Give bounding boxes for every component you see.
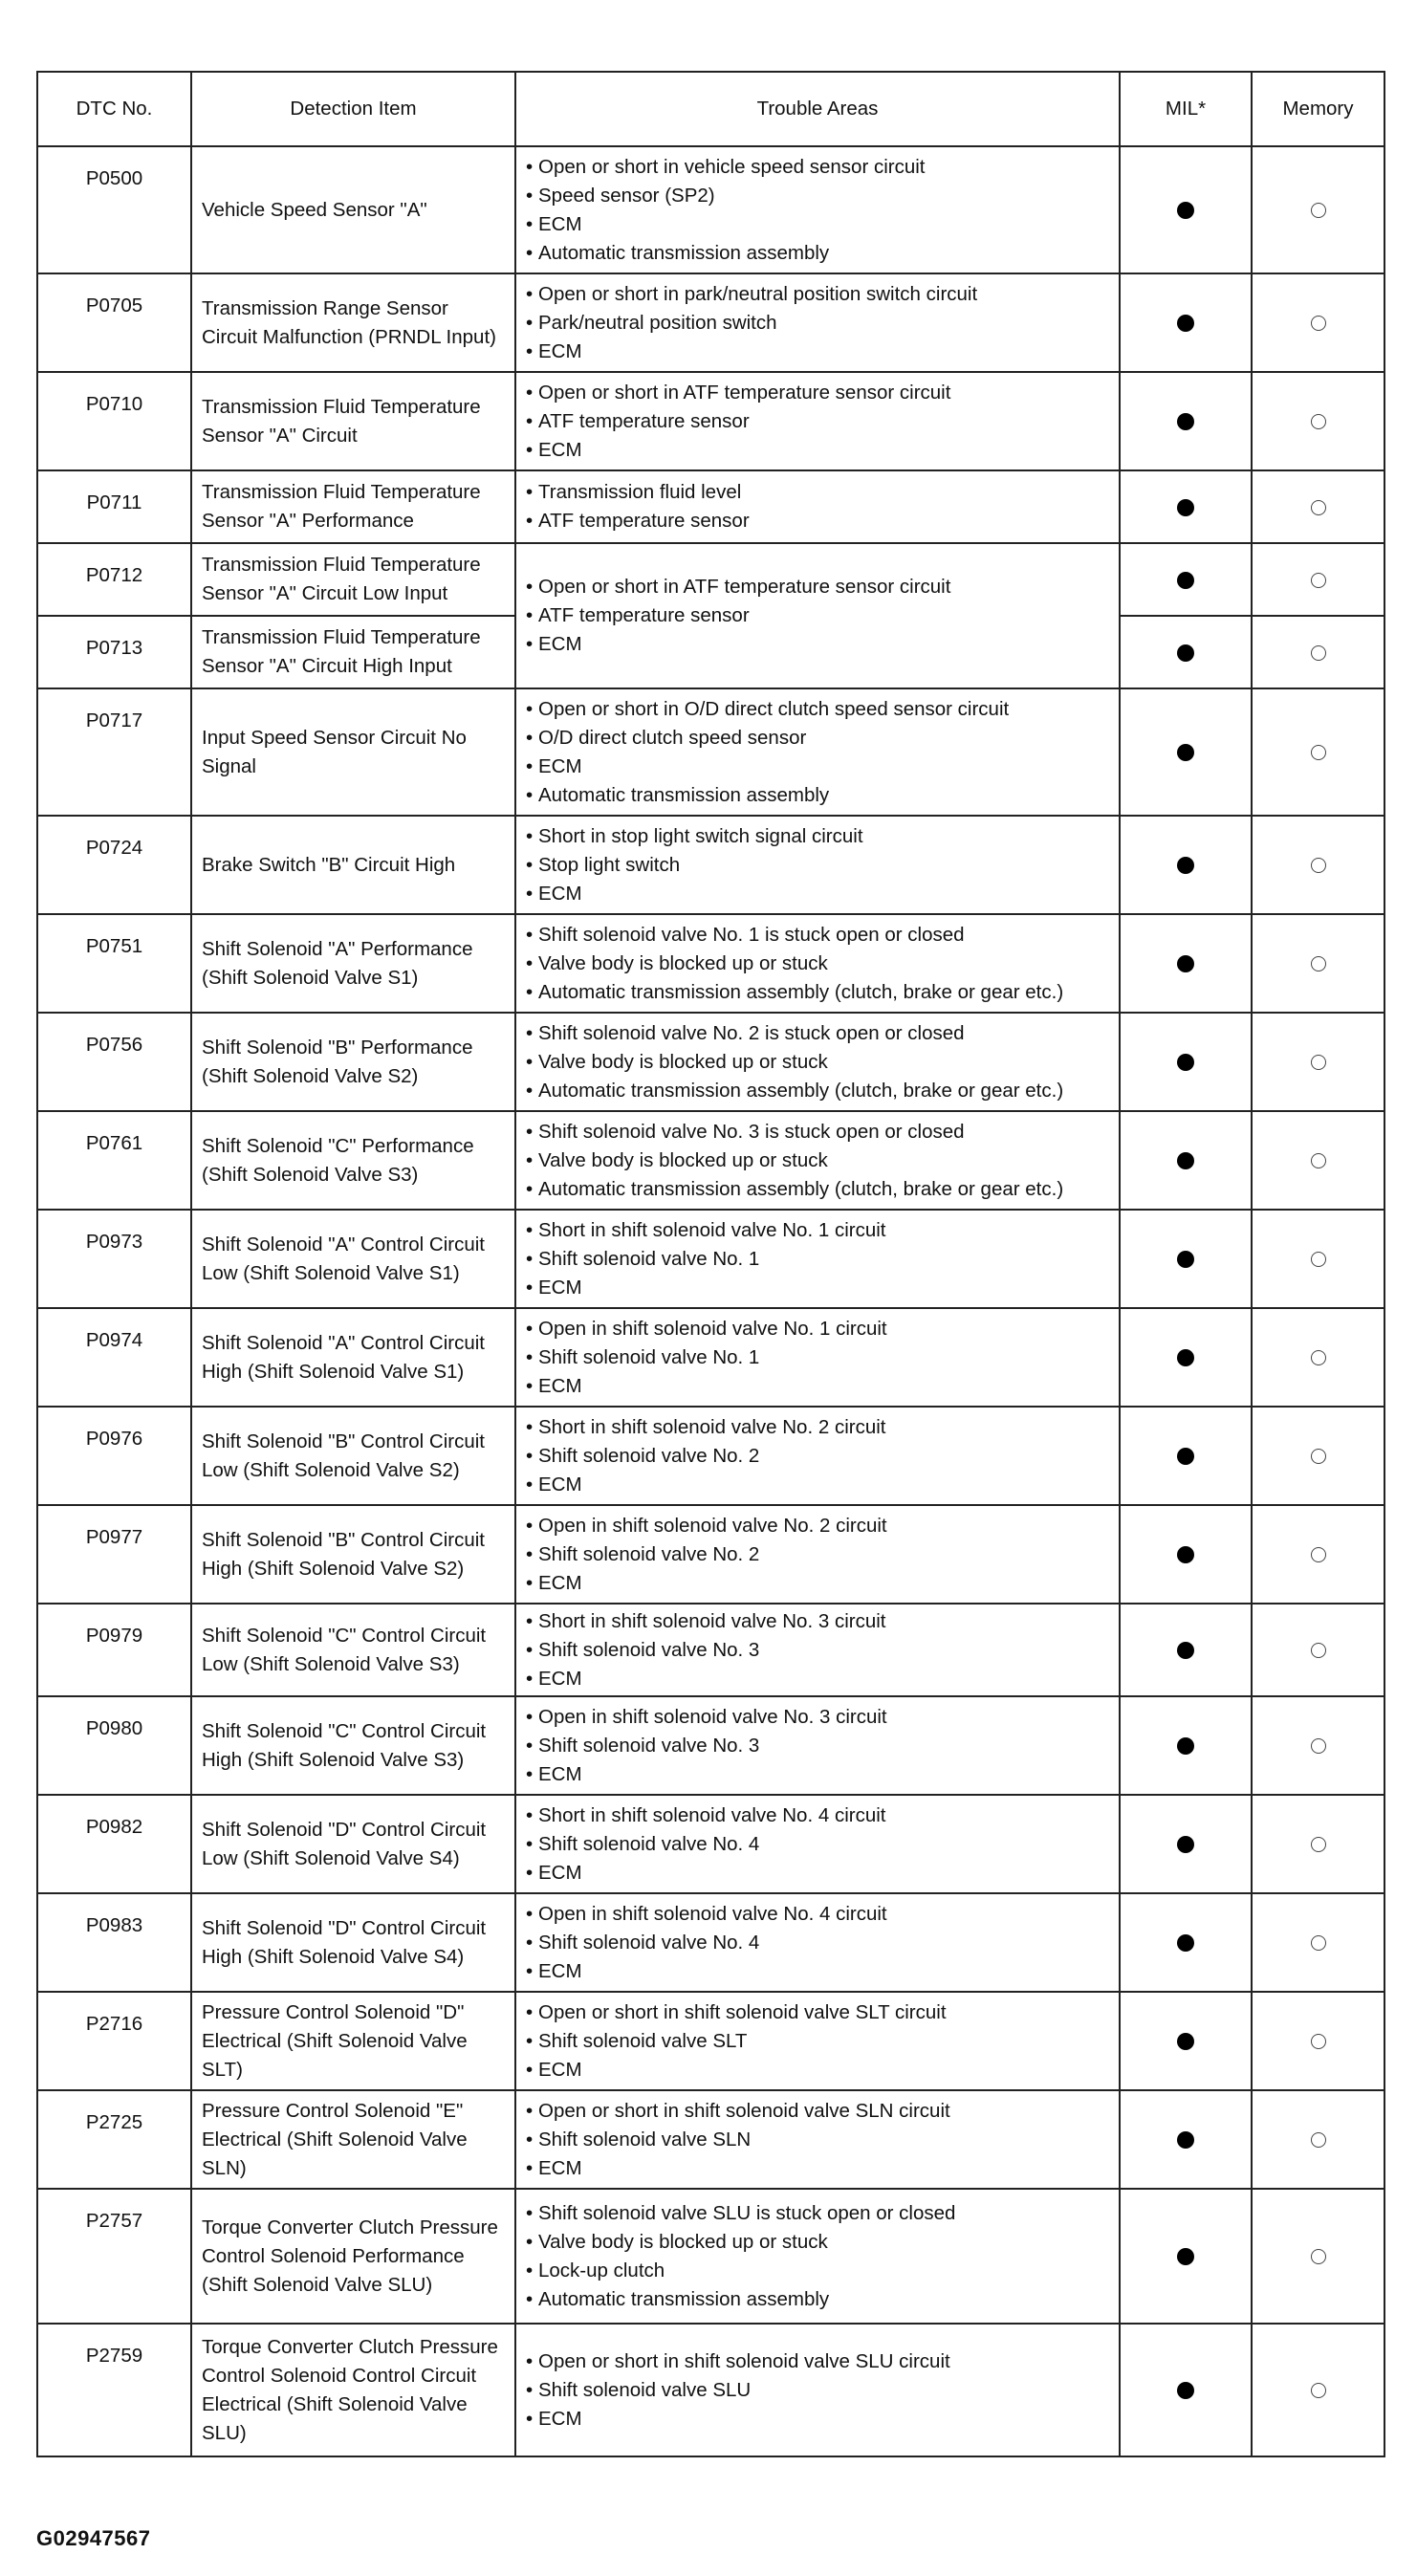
- detection-item: Vehicle Speed Sensor "A": [191, 146, 515, 273]
- trouble-areas: [515, 1795, 1120, 1893]
- memory-cell: [1252, 688, 1384, 816]
- table-row: [37, 1696, 1384, 1795]
- memory-cell: [1252, 543, 1384, 616]
- detection-item: Transmission Range Sensor Circuit Malfunction (PRNDL Input): [191, 273, 515, 372]
- mil-cell: [1120, 1893, 1252, 1992]
- dtc-code: P0976: [37, 1407, 191, 1505]
- mil-cell: [1120, 616, 1252, 688]
- table-row: [37, 914, 1384, 1013]
- detection-item: Shift Solenoid "B" Performance (Shift Solenoid Valve S2): [191, 1013, 515, 1111]
- trouble-area-item: • Stop light switch: [526, 851, 1109, 880]
- trouble-area-item: • ECM: [526, 880, 1109, 908]
- trouble-area-item: • Open or short in ATF temperature sensor circuit: [526, 379, 1109, 407]
- trouble-area-item: • Shift solenoid valve SLT: [526, 2027, 1109, 2056]
- memory-stored-icon: [1311, 745, 1326, 760]
- detection-item: Shift Solenoid "D" Control Circuit Low (Shift Solenoid Valve S4): [191, 1795, 515, 1893]
- trouble-areas-list: [526, 2097, 1109, 2183]
- dtc-code: P2725: [37, 2090, 191, 2189]
- mil-cell: [1120, 1604, 1252, 1696]
- trouble-area-item: • ECM: [526, 1957, 1109, 1986]
- table-row: [37, 1210, 1384, 1308]
- table-row: [37, 1013, 1384, 1111]
- trouble-area-item: • ECM: [526, 1569, 1109, 1598]
- mil-cell: [1120, 1992, 1252, 2090]
- mil-on-icon: [1177, 1152, 1194, 1169]
- memory-cell: [1252, 1505, 1384, 1604]
- trouble-area-item: • ECM: [526, 1372, 1109, 1401]
- memory-stored-icon: [1311, 1643, 1326, 1658]
- trouble-areas: [515, 2324, 1120, 2456]
- trouble-areas: [515, 1893, 1120, 1992]
- trouble-area-item: • ECM: [526, 436, 1109, 465]
- memory-cell: [1252, 1696, 1384, 1795]
- dtc-code: P2757: [37, 2189, 191, 2324]
- mil-on-icon: [1177, 644, 1194, 662]
- mil-on-icon: [1177, 1448, 1194, 1465]
- mil-cell: [1120, 273, 1252, 372]
- mil-on-icon: [1177, 413, 1194, 430]
- trouble-areas-list: [526, 1413, 1109, 1499]
- trouble-area-item: • Shift solenoid valve No. 3 is stuck open or closed: [526, 1118, 1109, 1146]
- mil-on-icon: [1177, 2248, 1194, 2265]
- dtc-code: P0724: [37, 816, 191, 914]
- trouble-areas-list: [526, 1703, 1109, 1789]
- trouble-area-item: • ECM: [526, 630, 1109, 659]
- table-row: [37, 2189, 1384, 2324]
- memory-cell: [1252, 616, 1384, 688]
- trouble-area-item: • ECM: [526, 2154, 1109, 2183]
- trouble-area-item: • ECM: [526, 2056, 1109, 2085]
- trouble-area-item: • Automatic transmission assembly: [526, 781, 1109, 810]
- mil-cell: [1120, 816, 1252, 914]
- mil-on-icon: [1177, 1737, 1194, 1755]
- trouble-areas: [515, 2189, 1120, 2324]
- memory-stored-icon: [1311, 645, 1326, 661]
- detection-item: Shift Solenoid "C" Control Circuit Low (Shift Solenoid Valve S3): [191, 1604, 515, 1696]
- memory-stored-icon: [1311, 316, 1326, 331]
- trouble-area-item: • Shift solenoid valve SLN: [526, 2126, 1109, 2154]
- mil-on-icon: [1177, 1251, 1194, 1268]
- trouble-area-item: • Short in shift solenoid valve No. 2 circuit: [526, 1413, 1109, 1442]
- mil-cell: [1120, 1013, 1252, 1111]
- trouble-area-item: • Open or short in shift solenoid valve SLT circuit: [526, 1998, 1109, 2027]
- trouble-area-item: • Park/neutral position switch: [526, 309, 1109, 338]
- mil-on-icon: [1177, 315, 1194, 332]
- detection-item: Pressure Control Solenoid "D" Electrical (Shift Solenoid Valve SLT): [191, 1992, 515, 2090]
- trouble-area-item: • Valve body is blocked up or stuck: [526, 2228, 1109, 2257]
- mil-cell: [1120, 1696, 1252, 1795]
- header-row: [37, 72, 1384, 146]
- memory-stored-icon: [1311, 2132, 1326, 2148]
- detection-item: Pressure Control Solenoid "E" Electrical (Shift Solenoid Valve SLN): [191, 2090, 515, 2189]
- trouble-area-item: • ECM: [526, 753, 1109, 781]
- trouble-area-item: • ECM: [526, 210, 1109, 239]
- mil-cell: [1120, 2090, 1252, 2189]
- mil-cell: [1120, 688, 1252, 816]
- memory-cell: [1252, 372, 1384, 470]
- mil-on-icon: [1177, 2033, 1194, 2050]
- trouble-area-item: • ECM: [526, 1760, 1109, 1789]
- trouble-area-item: • Automatic transmission assembly: [526, 2285, 1109, 2314]
- table-row: [37, 816, 1384, 914]
- trouble-area-item: • Open in shift solenoid valve No. 3 circuit: [526, 1703, 1109, 1732]
- trouble-area-item: • Lock-up clutch: [526, 2257, 1109, 2285]
- trouble-areas-list: [526, 1900, 1109, 1986]
- mil-cell: [1120, 2324, 1252, 2456]
- dtc-code: P0756: [37, 1013, 191, 1111]
- trouble-area-item: • Short in stop light switch signal circuit: [526, 822, 1109, 851]
- mil-on-icon: [1177, 955, 1194, 972]
- trouble-areas-list: [526, 1512, 1109, 1598]
- table-row: [37, 1308, 1384, 1407]
- trouble-area-item: • Open or short in park/neutral position switch circuit: [526, 280, 1109, 309]
- dtc-code: P0983: [37, 1893, 191, 1992]
- trouble-area-item: • O/D direct clutch speed sensor: [526, 724, 1109, 753]
- trouble-areas: [515, 1992, 1120, 2090]
- memory-stored-icon: [1311, 1055, 1326, 1070]
- detection-item: Shift Solenoid "C" Performance (Shift Solenoid Valve S3): [191, 1111, 515, 1210]
- memory-cell: [1252, 2324, 1384, 2456]
- mil-on-icon: [1177, 1934, 1194, 1952]
- table-row: [37, 1505, 1384, 1604]
- mil-cell: [1120, 1111, 1252, 1210]
- memory-stored-icon: [1311, 1252, 1326, 1267]
- dtc-code: P0980: [37, 1696, 191, 1795]
- dtc-code: P0751: [37, 914, 191, 1013]
- dtc-table: [36, 71, 1385, 2457]
- memory-cell: [1252, 146, 1384, 273]
- memory-stored-icon: [1311, 203, 1326, 218]
- trouble-areas-list: [526, 1019, 1109, 1105]
- trouble-area-item: • Automatic transmission assembly (clutch, brake or gear etc.): [526, 978, 1109, 1007]
- memory-cell: [1252, 470, 1384, 543]
- header-dtc-no: DTC No.: [37, 72, 191, 146]
- memory-stored-icon: [1311, 1547, 1326, 1562]
- mil-on-icon: [1177, 744, 1194, 761]
- memory-stored-icon: [1311, 1449, 1326, 1464]
- trouble-area-item: • ECM: [526, 1665, 1109, 1693]
- dtc-code: P0711: [37, 470, 191, 543]
- trouble-area-item: • Shift solenoid valve No. 2 is stuck open or closed: [526, 1019, 1109, 1048]
- table-row: [37, 1407, 1384, 1505]
- trouble-area-item: • Short in shift solenoid valve No. 3 circuit: [526, 1607, 1109, 1636]
- mil-on-icon: [1177, 1054, 1194, 1071]
- trouble-area-item: • ECM: [526, 1274, 1109, 1302]
- mil-cell: [1120, 1308, 1252, 1407]
- trouble-areas: [515, 273, 1120, 372]
- detection-item: Torque Converter Clutch Pressure Control Solenoid Control Circuit Electrical (Shift Solenoid Valve SLU): [191, 2324, 515, 2456]
- dtc-table-body: [37, 146, 1384, 2456]
- mil-cell: [1120, 372, 1252, 470]
- trouble-areas: [515, 816, 1120, 914]
- memory-cell: [1252, 1795, 1384, 1893]
- trouble-area-item: • Open in shift solenoid valve No. 1 circuit: [526, 1315, 1109, 1343]
- memory-stored-icon: [1311, 414, 1326, 429]
- memory-cell: [1252, 1308, 1384, 1407]
- memory-stored-icon: [1311, 573, 1326, 588]
- dtc-code: P2716: [37, 1992, 191, 2090]
- trouble-area-item: • Open or short in shift solenoid valve SLN circuit: [526, 2097, 1109, 2126]
- trouble-areas-list: [526, 1118, 1109, 1204]
- detection-item: Torque Converter Clutch Pressure Control Solenoid Performance (Shift Solenoid Valve SLU): [191, 2189, 515, 2324]
- memory-cell: [1252, 1992, 1384, 2090]
- mil-cell: [1120, 1407, 1252, 1505]
- trouble-area-item: • Shift solenoid valve No. 3: [526, 1636, 1109, 1665]
- table-row: [37, 2324, 1384, 2456]
- trouble-areas-list: [526, 379, 1109, 465]
- trouble-area-item: • ECM: [526, 1859, 1109, 1888]
- table-row: [37, 273, 1384, 372]
- memory-cell: [1252, 1893, 1384, 1992]
- table-row: [37, 2090, 1384, 2189]
- trouble-area-item: • Open in shift solenoid valve No. 2 circuit: [526, 1512, 1109, 1540]
- trouble-area-item: • Shift solenoid valve SLU: [526, 2376, 1109, 2405]
- memory-cell: [1252, 1210, 1384, 1308]
- table-row: [37, 1795, 1384, 1893]
- dtc-code: P0973: [37, 1210, 191, 1308]
- mil-cell: [1120, 1505, 1252, 1604]
- mil-on-icon: [1177, 1836, 1194, 1853]
- trouble-area-item: • Shift solenoid valve No. 4: [526, 1830, 1109, 1859]
- detection-item: Transmission Fluid Temperature Sensor "A" Circuit High Input: [191, 616, 515, 688]
- trouble-areas-list: [526, 2199, 1109, 2314]
- dtc-code: P0717: [37, 688, 191, 816]
- detection-item: Transmission Fluid Temperature Sensor "A" Performance: [191, 470, 515, 543]
- trouble-areas-list: [526, 822, 1109, 908]
- mil-on-icon: [1177, 572, 1194, 589]
- mil-cell: [1120, 543, 1252, 616]
- header-memory: Memory: [1252, 72, 1384, 146]
- trouble-area-item: • ATF temperature sensor: [526, 407, 1109, 436]
- memory-cell: [1252, 1111, 1384, 1210]
- trouble-areas: [515, 372, 1120, 470]
- trouble-areas: [515, 1696, 1120, 1795]
- table-row: [37, 1992, 1384, 2090]
- mil-on-icon: [1177, 1349, 1194, 1366]
- table-row: [37, 372, 1384, 470]
- table-row: [37, 146, 1384, 273]
- trouble-area-item: • ECM: [526, 338, 1109, 366]
- detection-item: Shift Solenoid "D" Control Circuit High (Shift Solenoid Valve S4): [191, 1893, 515, 1992]
- trouble-areas: [515, 1604, 1120, 1696]
- trouble-area-item: • Shift solenoid valve No. 2: [526, 1442, 1109, 1471]
- dtc-code: P0712: [37, 543, 191, 616]
- mil-cell: [1120, 1795, 1252, 1893]
- memory-stored-icon: [1311, 1350, 1326, 1365]
- trouble-areas-list: [526, 1801, 1109, 1888]
- mil-cell: [1120, 470, 1252, 543]
- trouble-area-item: • ECM: [526, 1471, 1109, 1499]
- detection-item: Input Speed Sensor Circuit No Signal: [191, 688, 515, 816]
- trouble-areas-list: [526, 478, 1109, 535]
- trouble-area-item: • Open or short in shift solenoid valve SLU circuit: [526, 2347, 1109, 2376]
- trouble-areas: [515, 688, 1120, 816]
- memory-stored-icon: [1311, 1738, 1326, 1754]
- dtc-code: P0977: [37, 1505, 191, 1604]
- trouble-areas: [515, 1013, 1120, 1111]
- mil-on-icon: [1177, 1642, 1194, 1659]
- memory-cell: [1252, 816, 1384, 914]
- trouble-area-item: • Open or short in ATF temperature sensor circuit: [526, 573, 1109, 601]
- trouble-areas-list: [526, 1607, 1109, 1693]
- trouble-areas: [515, 470, 1120, 543]
- dtc-code: P0713: [37, 616, 191, 688]
- trouble-area-item: • Valve body is blocked up or stuck: [526, 1048, 1109, 1077]
- mil-cell: [1120, 914, 1252, 1013]
- trouble-area-item: • ECM: [526, 2405, 1109, 2434]
- mil-on-icon: [1177, 857, 1194, 874]
- detection-item: Shift Solenoid "A" Control Circuit Low (Shift Solenoid Valve S1): [191, 1210, 515, 1308]
- dtc-code: P0974: [37, 1308, 191, 1407]
- trouble-area-item: • Open or short in vehicle speed sensor circuit: [526, 153, 1109, 182]
- mil-cell: [1120, 2189, 1252, 2324]
- header-detection-item: Detection Item: [191, 72, 515, 146]
- trouble-areas: [515, 1210, 1120, 1308]
- trouble-areas: [515, 1505, 1120, 1604]
- detection-item: Shift Solenoid "C" Control Circuit High (Shift Solenoid Valve S3): [191, 1696, 515, 1795]
- memory-stored-icon: [1311, 2249, 1326, 2264]
- memory-stored-icon: [1311, 2034, 1326, 2049]
- memory-cell: [1252, 273, 1384, 372]
- trouble-areas-list: [526, 2347, 1109, 2434]
- trouble-areas: [515, 146, 1120, 273]
- trouble-area-item: • Short in shift solenoid valve No. 1 circuit: [526, 1216, 1109, 1245]
- trouble-areas: [515, 543, 1120, 688]
- memory-cell: [1252, 2189, 1384, 2324]
- trouble-area-item: • Shift solenoid valve No. 1 is stuck open or closed: [526, 921, 1109, 950]
- mil-on-icon: [1177, 1546, 1194, 1563]
- detection-item: Brake Switch "B" Circuit High: [191, 816, 515, 914]
- memory-stored-icon: [1311, 1935, 1326, 1951]
- trouble-area-item: • ATF temperature sensor: [526, 601, 1109, 630]
- trouble-areas: [515, 914, 1120, 1013]
- trouble-areas: [515, 1111, 1120, 1210]
- mil-on-icon: [1177, 499, 1194, 516]
- trouble-area-item: • Shift solenoid valve No. 3: [526, 1732, 1109, 1760]
- memory-stored-icon: [1311, 1837, 1326, 1852]
- mil-on-icon: [1177, 2382, 1194, 2399]
- trouble-area-item: • Valve body is blocked up or stuck: [526, 950, 1109, 978]
- trouble-area-item: • Shift solenoid valve No. 1: [526, 1343, 1109, 1372]
- trouble-area-item: • Open in shift solenoid valve No. 4 circuit: [526, 1900, 1109, 1929]
- trouble-areas-list: [526, 1998, 1109, 2085]
- header-trouble-areas: Trouble Areas: [515, 72, 1120, 146]
- trouble-area-item: • Automatic transmission assembly: [526, 239, 1109, 268]
- dtc-code: P0710: [37, 372, 191, 470]
- trouble-areas: [515, 1407, 1120, 1505]
- trouble-areas: [515, 1308, 1120, 1407]
- table-row: [37, 688, 1384, 816]
- trouble-areas: [515, 2090, 1120, 2189]
- memory-stored-icon: [1311, 956, 1326, 971]
- trouble-areas-list: [526, 153, 1109, 268]
- trouble-area-item: • ATF temperature sensor: [526, 507, 1109, 535]
- table-row: [37, 543, 1384, 616]
- trouble-area-item: • Automatic transmission assembly (clutch, brake or gear etc.): [526, 1175, 1109, 1204]
- mil-cell: [1120, 146, 1252, 273]
- memory-stored-icon: [1311, 500, 1326, 515]
- table-row: [37, 1111, 1384, 1210]
- trouble-areas-list: [526, 1216, 1109, 1302]
- header-mil: MIL*: [1120, 72, 1252, 146]
- trouble-area-item: • Short in shift solenoid valve No. 4 circuit: [526, 1801, 1109, 1830]
- detection-item: Shift Solenoid "B" Control Circuit High (Shift Solenoid Valve S2): [191, 1505, 515, 1604]
- trouble-area-item: • Transmission fluid level: [526, 478, 1109, 507]
- dtc-code: P0979: [37, 1604, 191, 1696]
- dtc-code: P2759: [37, 2324, 191, 2456]
- trouble-area-item: • Shift solenoid valve SLU is stuck open or closed: [526, 2199, 1109, 2228]
- dtc-code: P0705: [37, 273, 191, 372]
- table-row: [37, 470, 1384, 543]
- table-row: [37, 1893, 1384, 1992]
- dtc-code: P0982: [37, 1795, 191, 1893]
- memory-cell: [1252, 1013, 1384, 1111]
- trouble-area-item: • Speed sensor (SP2): [526, 182, 1109, 210]
- dtc-code: P0500: [37, 146, 191, 273]
- trouble-area-item: • Shift solenoid valve No. 4: [526, 1929, 1109, 1957]
- detection-item: Transmission Fluid Temperature Sensor "A" Circuit Low Input: [191, 543, 515, 616]
- memory-stored-icon: [1311, 1153, 1326, 1168]
- trouble-area-item: • Shift solenoid valve No. 2: [526, 1540, 1109, 1569]
- trouble-areas-list: [526, 280, 1109, 366]
- memory-stored-icon: [1311, 858, 1326, 873]
- memory-stored-icon: [1311, 2383, 1326, 2398]
- detection-item: Transmission Fluid Temperature Sensor "A" Circuit: [191, 372, 515, 470]
- mil-on-icon: [1177, 2131, 1194, 2149]
- detection-item: Shift Solenoid "A" Control Circuit High (Shift Solenoid Valve S1): [191, 1308, 515, 1407]
- trouble-areas-list: [526, 921, 1109, 1007]
- trouble-area-item: • Shift solenoid valve No. 1: [526, 1245, 1109, 1274]
- figure-id: G02947567: [36, 2526, 151, 2550]
- dtc-code: P0761: [37, 1111, 191, 1210]
- trouble-areas-list: [526, 695, 1109, 810]
- trouble-area-item: • Open or short in O/D direct clutch speed sensor circuit: [526, 695, 1109, 724]
- table-row: [37, 1604, 1384, 1696]
- trouble-areas-list: [526, 573, 1109, 659]
- trouble-area-item: • Automatic transmission assembly (clutch, brake or gear etc.): [526, 1077, 1109, 1105]
- memory-cell: [1252, 914, 1384, 1013]
- detection-item: Shift Solenoid "B" Control Circuit Low (Shift Solenoid Valve S2): [191, 1407, 515, 1505]
- trouble-areas-list: [526, 1315, 1109, 1401]
- memory-cell: [1252, 2090, 1384, 2189]
- memory-cell: [1252, 1604, 1384, 1696]
- mil-cell: [1120, 1210, 1252, 1308]
- memory-cell: [1252, 1407, 1384, 1505]
- trouble-area-item: • Valve body is blocked up or stuck: [526, 1146, 1109, 1175]
- detection-item: Shift Solenoid "A" Performance (Shift Solenoid Valve S1): [191, 914, 515, 1013]
- mil-on-icon: [1177, 202, 1194, 219]
